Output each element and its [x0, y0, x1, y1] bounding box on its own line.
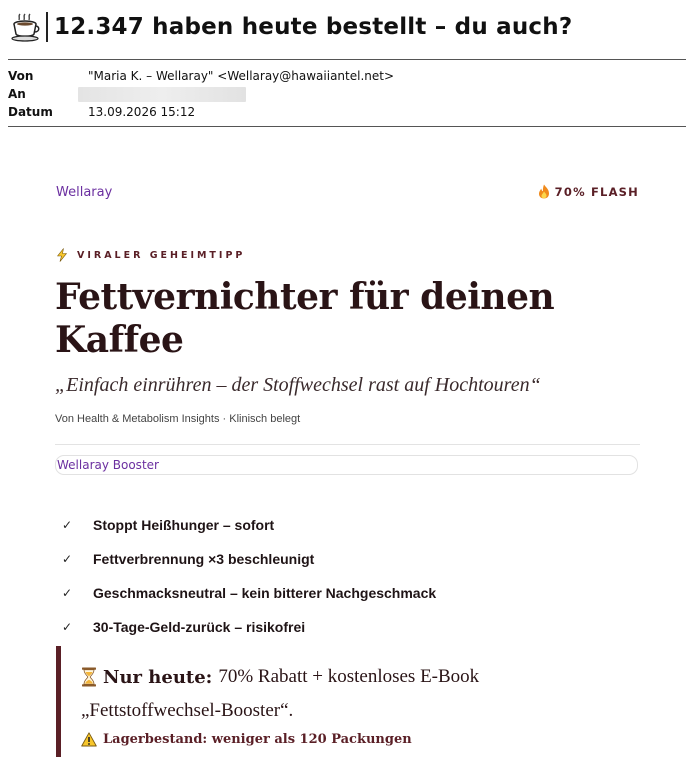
subject-row: [10, 10, 572, 44]
header-rule-bottom: [8, 126, 686, 127]
benefit-text: Fettverbrennung ×3 beschleunigt: [93, 551, 315, 567]
check-icon: ✓: [62, 518, 73, 532]
from-row: [8, 67, 394, 85]
offer-text: 70% Rabatt + kostenloses E-Book: [218, 666, 480, 687]
stock-text: Lagerbestand: weniger als 120 Packungen: [103, 732, 412, 747]
check-icon: ✓: [62, 586, 73, 600]
date-row: [8, 103, 195, 121]
benefit-list: [62, 508, 436, 644]
check-icon: ✓: [62, 620, 73, 634]
offer-line: [81, 666, 479, 688]
benefit-item: [62, 542, 436, 576]
offer-ebook-title: „Fettstoffwechsel-Booster“.: [81, 700, 294, 721]
lightning-bolt-icon: [56, 248, 68, 262]
stock-warning: [81, 732, 412, 747]
email-subject: 12.347 haben heute bestellt – du auch?: [54, 14, 573, 40]
warning-icon: [81, 732, 97, 747]
header-rule-top: [8, 59, 686, 60]
benefit-text: Stoppt Heißhunger – sofort: [93, 517, 275, 533]
from-value[interactable]: "Maria K. – Wellaray" <Wellaray@hawaiiantel.net>: [88, 69, 395, 83]
from-label: Von: [8, 69, 34, 83]
product-chip[interactable]: Wellaray Booster: [55, 455, 638, 475]
offer-box: [56, 646, 616, 757]
benefit-item: [62, 576, 436, 610]
offer-strong: Nur heute:: [103, 666, 213, 688]
to-label: An: [8, 87, 26, 101]
benefit-item: [62, 508, 436, 542]
brand-link[interactable]: Wellaray: [56, 185, 113, 200]
tagline: „Einfach einrühren – der Stoffwechsel rast auf Hochtouren“: [55, 374, 541, 396]
kicker-text: VIRALER GEHEIMTIPP: [77, 249, 246, 261]
date-label: Datum: [8, 105, 53, 119]
kicker: [56, 248, 245, 262]
benefit-item: [62, 610, 436, 644]
coffee-cup-icon: [10, 11, 42, 43]
to-row: [8, 85, 246, 103]
hourglass-icon: [81, 667, 97, 687]
flash-badge: [538, 184, 639, 199]
benefit-text: Geschmacksneutral – kein bitterer Nachgeschmack: [93, 585, 437, 601]
fire-icon: [538, 184, 550, 199]
date-value: 13.09.2026 15:12: [88, 105, 196, 119]
divider: [55, 444, 640, 445]
check-icon: ✓: [62, 552, 73, 566]
redacted-recipient: [78, 87, 246, 102]
headline: Fettvernichter für deinen Kaffee: [55, 276, 555, 361]
benefit-text: 30-Tage-Geld-zurück – risikofrei: [93, 619, 306, 635]
flash-label: 70% FLASH: [554, 184, 639, 199]
byline: Von Health & Metabolism Insights · Klinisch belegt: [55, 413, 301, 425]
subject-separator: [46, 12, 48, 42]
